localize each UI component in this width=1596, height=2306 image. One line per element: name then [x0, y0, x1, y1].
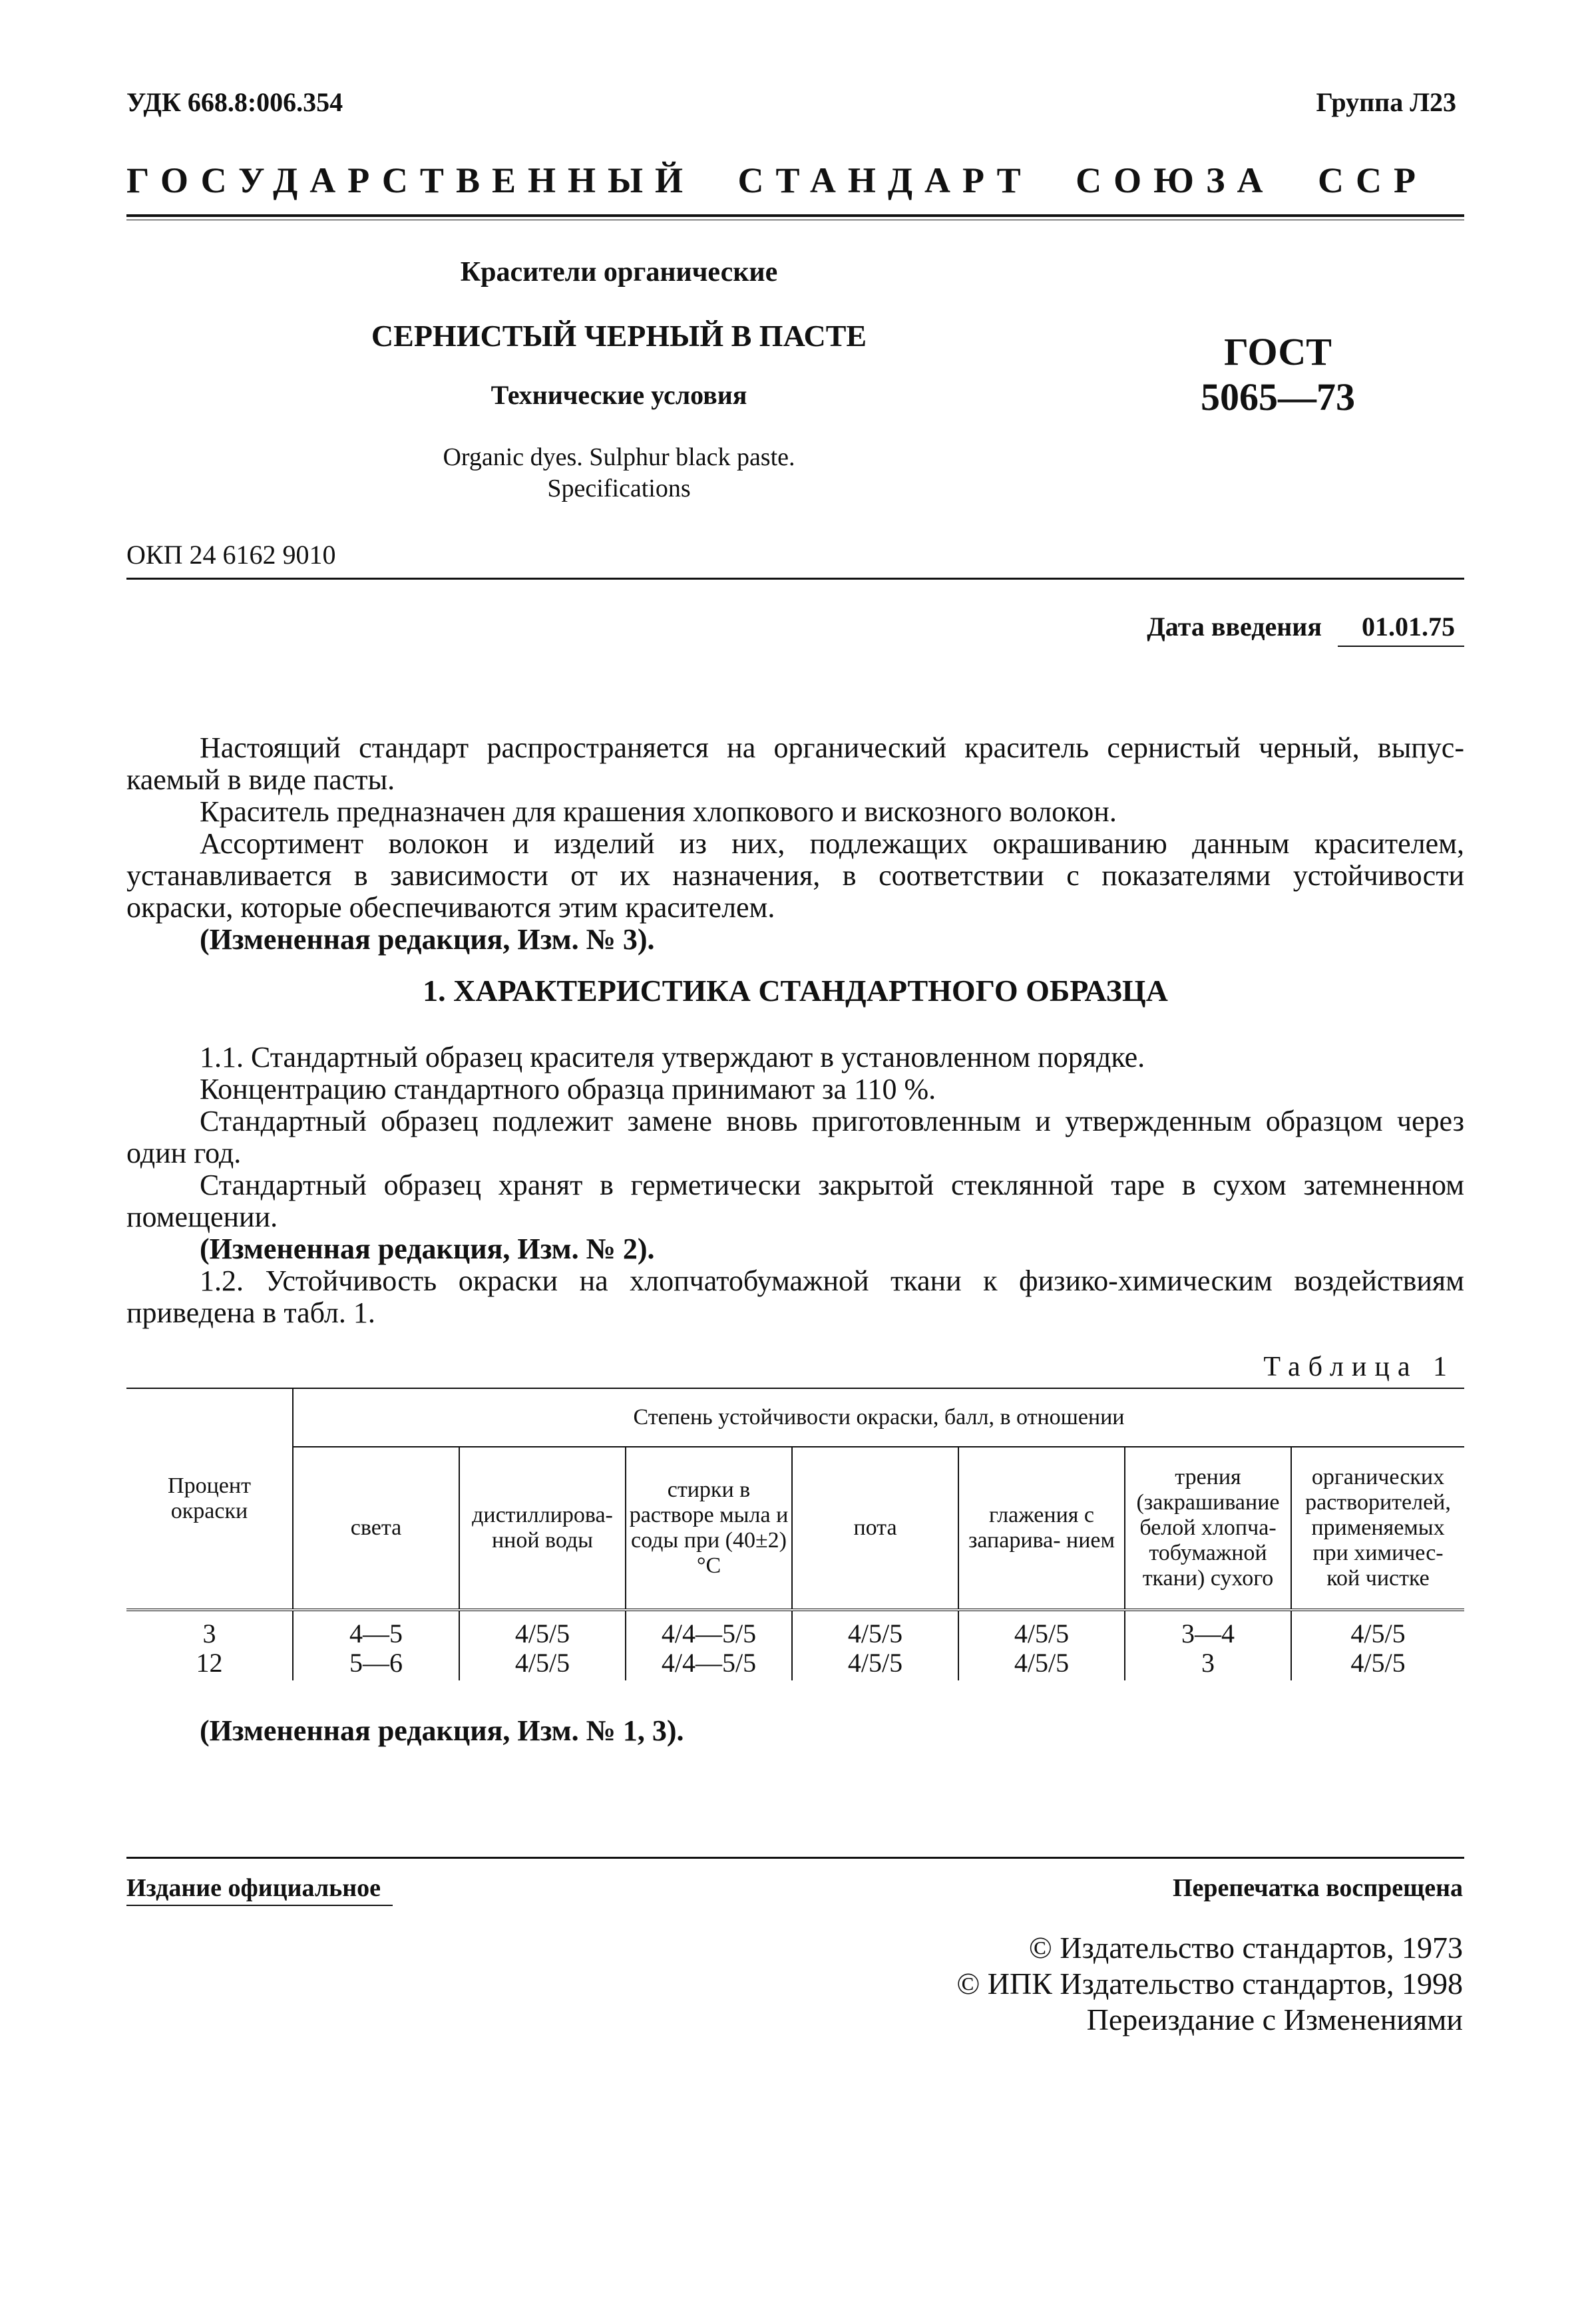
section-changes: (Измененная редакция, Изм. № 2).: [200, 1233, 655, 1265]
english-title-line2: Specifications: [547, 475, 691, 502]
col-header-rubbing: трения (закрашивание белой хлопча- тобумажной ткани) сухого: [1125, 1447, 1291, 1610]
cell-ironing: [958, 1610, 1125, 1680]
official-edition: Издание официальное: [126, 1874, 381, 1902]
header-rule-thick: [126, 214, 1464, 217]
intro-p3-line3: окраски, которые обеспечиваются этим красителем.: [126, 891, 775, 924]
cell-light: [293, 1610, 459, 1680]
clause-concentration: Концентрацию стандартного образца принимают за 110 %.: [200, 1073, 936, 1105]
intro-p3-line2: устанавливается в зависимости от их назначения, в соответствии с показателями устойчивости: [126, 859, 1464, 892]
state-standard-banner: [126, 160, 1464, 201]
col-header-water: дистиллирова- нной воды: [459, 1447, 626, 1610]
col-header-solvents: органических растворителей, применяемых при химичес- кой чистке: [1291, 1447, 1464, 1610]
cell-value: 5—6: [349, 1648, 403, 1678]
cell-washing: [626, 1610, 792, 1680]
state-word-1: ГОСУДАРСТВЕННЫЙ: [126, 160, 696, 200]
col-header-span: Степень устойчивости окраски, балл, в отношении: [293, 1388, 1464, 1447]
clause-1-1: 1.1. Стандартный образец красителя утверждают в установленном порядке.: [200, 1041, 1145, 1073]
clause-replace-line2: один год.: [126, 1137, 242, 1169]
copyright-1973: © Издательство стандартов, 1973: [1028, 1931, 1463, 1965]
cell-value: 4/5/5: [514, 1619, 570, 1648]
cell-value: 3: [1201, 1648, 1215, 1678]
clause-store-line2: помещении.: [126, 1201, 278, 1233]
official-underline: [126, 1905, 393, 1906]
table-changes: (Измененная редакция, Изм. № 1, 3).: [200, 1714, 684, 1747]
cell-solvents: [1291, 1610, 1464, 1680]
col-header-light: света: [293, 1447, 459, 1610]
cell-value: 4/5/5: [847, 1619, 903, 1648]
document-title: СЕРНИСТЫЙ ЧЕРНЫЙ В ПАСТЕ: [371, 319, 867, 353]
reissue-note: Переиздание с Изменениями: [1086, 2003, 1463, 2036]
state-word-4: ССР: [1317, 160, 1428, 200]
cell-value: 4/5/5: [847, 1648, 903, 1678]
col-header-sweat: пота: [792, 1447, 958, 1610]
col-header-percent: Процент окраски: [126, 1388, 293, 1610]
clause-replace-line1: Стандартный образец подлежит замене вновь приготовленным и утвержденным образцом через: [200, 1105, 1464, 1137]
date-label: Дата введения: [1147, 612, 1322, 642]
date-underline: [1338, 646, 1464, 647]
udk-code: УДК 668.8:006.354: [126, 87, 343, 117]
gost-designation: [1165, 329, 1391, 420]
category-title: Красители органические: [460, 257, 778, 288]
intro-p1-line1: Настоящий стандарт распространяется на органический краситель сернистый черный, выпус-: [200, 731, 1464, 764]
cell-value: 3—4: [1181, 1619, 1235, 1648]
cell-water: [459, 1610, 626, 1680]
cell-value: 3: [202, 1619, 216, 1648]
document-subtitle: Технические условия: [491, 380, 747, 410]
cell-value: 4—5: [349, 1619, 403, 1648]
clause-1-2-line1: 1.2. Устойчивость окраски на хлопчатобумажной ткани к физико-химическим воздействиям: [200, 1264, 1464, 1297]
clause-1-2-line2: приведена в табл. 1.: [126, 1296, 375, 1329]
state-word-2: СТАНДАРТ: [737, 160, 1033, 200]
cell-value: 4/5/5: [1350, 1619, 1406, 1648]
fastness-table: [126, 1388, 1464, 1680]
cell-value: 4/5/5: [1014, 1648, 1070, 1678]
intro-changes: (Измененная редакция, Изм. № 3).: [200, 923, 655, 956]
intro-p3-line1: Ассортимент волокон и изделий из них, подлежащих окрашиванию данным красителем,: [200, 827, 1464, 860]
intro-p1-line2: каемый в виде пасты.: [126, 763, 395, 796]
english-title-line1: Organic dyes. Sulphur black paste.: [443, 443, 795, 471]
copyright-1998: © ИПК Издательство стандартов, 1998: [956, 1967, 1463, 2001]
col-header-washing: стирки в растворе мыла и соды при (40±2) °С: [626, 1447, 792, 1610]
table-label: Таблица 1: [1263, 1352, 1455, 1382]
table-row: [126, 1610, 1464, 1680]
introduction-date: [1147, 611, 1455, 642]
group-code: Группа Л23: [1316, 87, 1456, 117]
cell-value: 4/5/5: [514, 1648, 570, 1678]
section-heading: 1. ХАРАКТЕРИСТИКА СТАНДАРТНОГО ОБРАЗЦА: [423, 974, 1168, 1008]
okp-code: ОКП 24 6162 9010: [126, 540, 336, 570]
cell-value: 4/4—5/5: [661, 1619, 757, 1648]
intro-p2: Краситель предназначен для крашения хлопкового и вискозного волокон.: [200, 795, 1117, 828]
cell-value: 4/4—5/5: [661, 1648, 757, 1678]
cell-value: 4/5/5: [1014, 1619, 1070, 1648]
state-word-3: СОЮЗА: [1076, 160, 1275, 200]
clause-store-line1: Стандартный образец хранят в герметически закрытой стеклянной таре в сухом затемненном: [200, 1169, 1464, 1201]
reprint-prohibited: Перепечатка воспрещена: [1172, 1874, 1463, 1902]
gost-number: 5065—73: [1201, 375, 1355, 419]
cell-percent: [126, 1610, 293, 1680]
cell-value: 4/5/5: [1350, 1648, 1406, 1678]
footer-rule: [126, 1857, 1464, 1859]
gost-label: ГОСТ: [1224, 330, 1332, 373]
col-header-ironing: глажения с запарива- нием: [958, 1447, 1125, 1610]
table-header-row-2: [126, 1447, 1464, 1610]
table-header-row-1: [126, 1388, 1464, 1447]
cell-value: 12: [196, 1648, 223, 1678]
date-value: 01.01.75: [1362, 612, 1455, 642]
okp-rule: [126, 578, 1464, 580]
cell-rubbing: [1125, 1610, 1291, 1680]
cell-sweat: [792, 1610, 958, 1680]
